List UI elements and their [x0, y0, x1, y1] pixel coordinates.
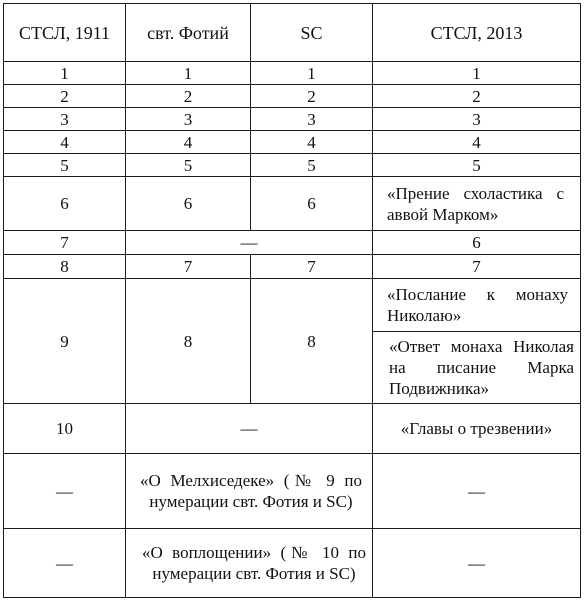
table-row: [4, 279, 581, 332]
table-cell: —: [126, 404, 373, 454]
table-cell: 8: [251, 279, 373, 404]
table-cell: «О воплощении» (№ 10 по нумерации свт. Фотия и SC): [126, 529, 373, 598]
table-cell: 2: [373, 85, 581, 108]
table-cell: —: [126, 231, 373, 255]
table-cell: «Ответ монаха Николая на писание Марка Подвижника»: [373, 332, 581, 404]
table-cell: 4: [251, 131, 373, 154]
table-row: [4, 404, 581, 454]
table-cell: 2: [126, 85, 251, 108]
table-cell: —: [4, 454, 126, 529]
concordance-table: [3, 3, 581, 598]
table-row: [4, 255, 581, 279]
table-cell: 6: [126, 177, 251, 231]
table-row: [4, 154, 581, 177]
table-row: [4, 62, 581, 85]
table-cell: 4: [373, 131, 581, 154]
table-cell: 4: [126, 131, 251, 154]
table-cell: 1: [251, 62, 373, 85]
table-cell: 3: [373, 108, 581, 131]
table-cell: 6: [251, 177, 373, 231]
header-cell-stsl-1911: СТСЛ, 1911: [4, 4, 126, 62]
table-cell: 1: [373, 62, 581, 85]
table-row: [4, 177, 581, 231]
table-cell: «О Мелхиседеке» (№ 9 по нумерации свт. Фотия и SC): [126, 454, 373, 529]
table-cell: «Послание к монаху Николаю»: [373, 279, 581, 332]
header-cell-photius: свт. Фотий: [126, 4, 251, 62]
table-row: [4, 454, 581, 529]
table-cell: 3: [126, 108, 251, 131]
table-cell: —: [4, 529, 126, 598]
header-cell-stsl-2013: СТСЛ, 2013: [373, 4, 581, 62]
header-row: [4, 4, 581, 62]
table-cell: 6: [4, 177, 126, 231]
table-row: [4, 108, 581, 131]
table-cell: 7: [251, 255, 373, 279]
table-cell: 5: [373, 154, 581, 177]
table-cell: «Главы о трезвении»: [373, 404, 581, 454]
table-cell: 1: [126, 62, 251, 85]
table-cell: —: [373, 454, 581, 529]
header-cell-sc: SC: [251, 4, 373, 62]
table-cell: 5: [251, 154, 373, 177]
table-cell: 1: [4, 62, 126, 85]
table-cell: 5: [4, 154, 126, 177]
table-row: [4, 85, 581, 108]
table-row: [4, 131, 581, 154]
table-cell: 9: [4, 279, 126, 404]
table-cell: —: [373, 529, 581, 598]
table-cell: 7: [373, 255, 581, 279]
table-cell: 2: [4, 85, 126, 108]
table-row: [4, 529, 581, 598]
table-cell: 3: [251, 108, 373, 131]
table-cell: 5: [126, 154, 251, 177]
table-cell: 10: [4, 404, 126, 454]
table-cell: 4: [4, 131, 126, 154]
table-row: [4, 231, 581, 255]
table-cell: 8: [126, 279, 251, 404]
table-cell: «Прение схоластика с аввой Марком»: [373, 177, 581, 231]
table-cell: 3: [4, 108, 126, 131]
table-cell: 2: [251, 85, 373, 108]
table-cell: 7: [4, 231, 126, 255]
table-cell: 7: [126, 255, 251, 279]
table-cell: 6: [373, 231, 581, 255]
table-cell: 8: [4, 255, 126, 279]
